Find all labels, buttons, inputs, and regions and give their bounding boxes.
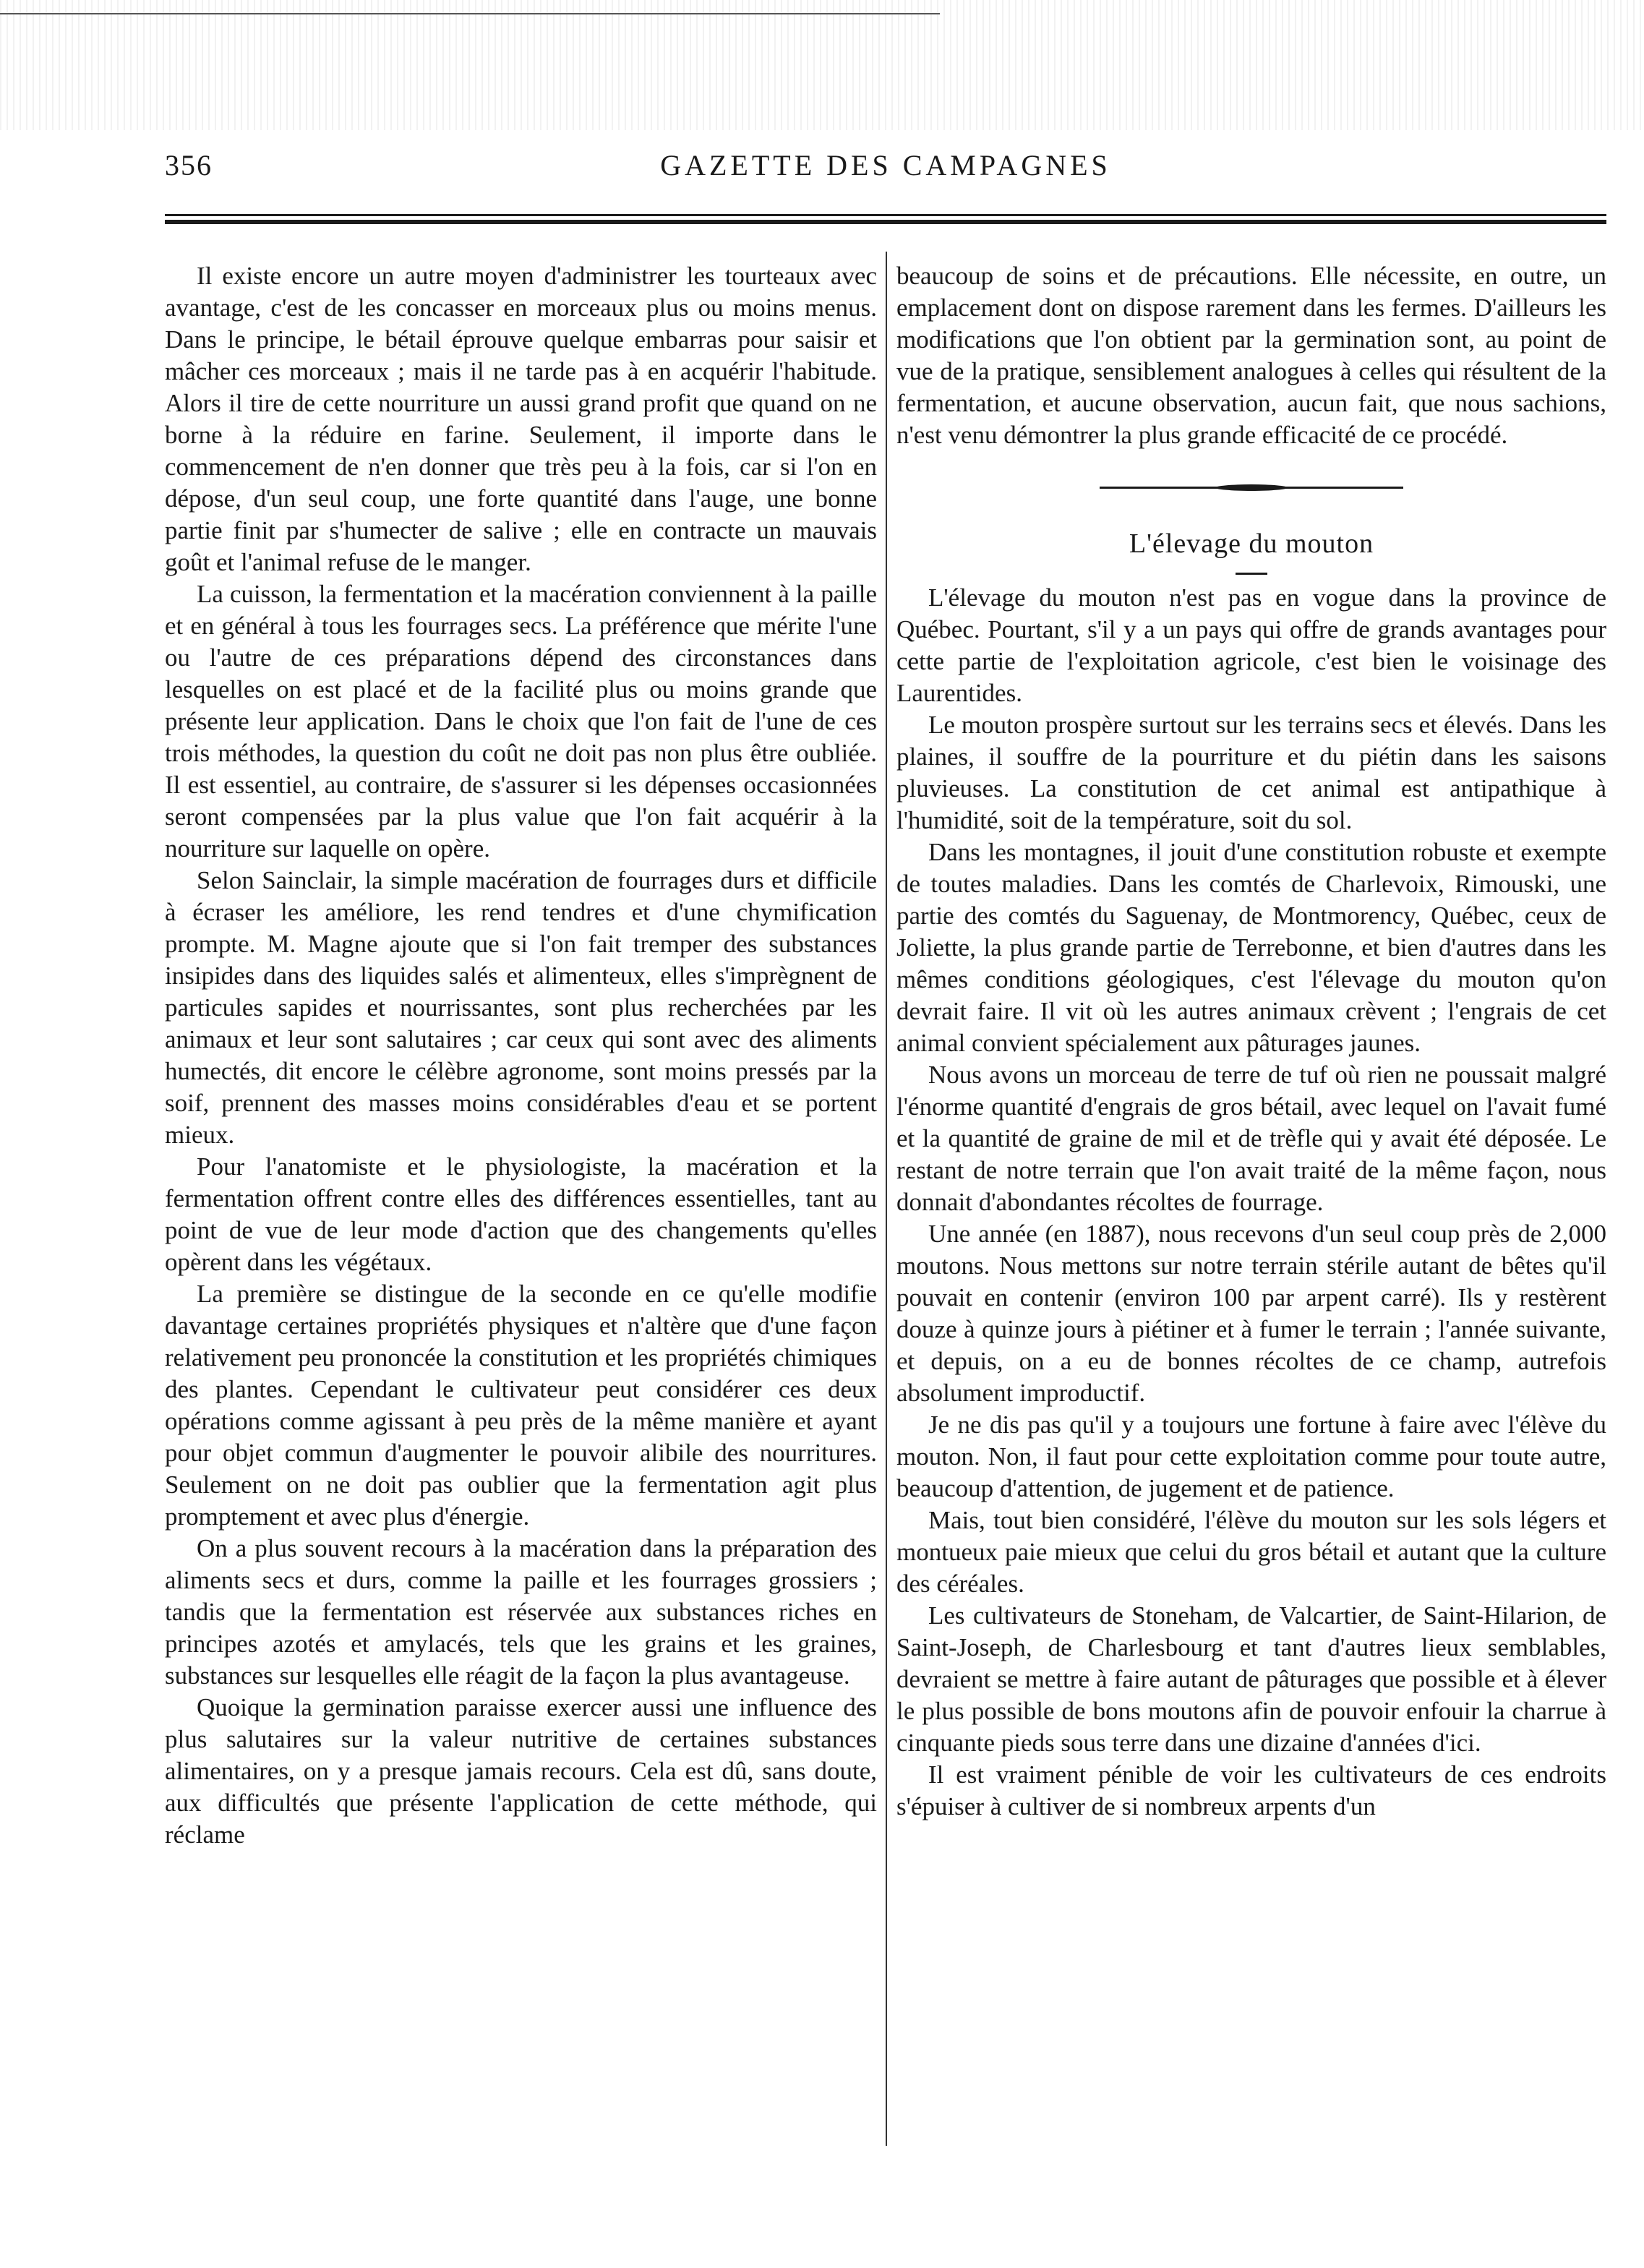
scan-noise: [0, 0, 1644, 130]
section-separator: [1100, 484, 1403, 490]
paragraph: Il est vraiment pénible de voir les cultivateurs de ces endroits s'épuiser à cultiver de si nombreux arpents d'un: [896, 1760, 1606, 1820]
paragraph: La cuisson, la fermentation et la macération conviennent à la paille et en général à tous les fourrages secs. La préférence que mérite l'une ou l'autre de ces préparations dépend des circonstances dans lesquelles on est placé et de la facilité plus ou moins grande que présente leur application. Dans le choix que l'on fait de l'une de ces trois méthodes, la question du coût ne doit pas non plus être oubliée. Il est essentiel, au contraire, de s'assurer si les dépenses occasionnées seront compensées par la plus value que l'on fait acquérir à la nourriture sur laquelle on opère.: [165, 580, 877, 863]
paragraph: On a plus souvent recours à la macération dans la préparation des aliments secs et durs, comme la paille et les fourrages grossiers ; tandis que la fermentation est réservée aux substances riches en principes azotés et amylacés, tels que les grains et les graines, substances sur lesquelles elle réagit de la façon la plus avantageuse.: [165, 1534, 877, 1690]
page-header: [165, 148, 1606, 192]
paragraph: Nous avons un morceau de terre de tuf où rien ne poussait malgré l'énorme quantité d'engrais de gros bétail, avec lequel on l'avait fumé et la quantité de graine de mil et de trèfle qui y avait été déposée. Le restant de notre terrain que l'on avait traité de la même façon, nous donnait d'abondantes récoltes de fourrage.: [896, 1061, 1606, 1216]
header-rule: [165, 214, 1606, 224]
right-column: [896, 260, 1606, 1823]
paragraph: Dans les montagnes, il jouit d'une constitution robuste et exempte de toutes maladies. Dans les comtés de Charlevoix, Rimouski, une partie des comtés du Saguenay, de Montmorency, Québec, ceux de Joliette, la plus grande partie de Terrebonne, et bien d'autres dans les mêmes conditions géologiques, c'est l'élevage du mouton qu'on devrait faire. Il vit où les autres animaux crèvent ; l'engrais de cet animal convient spécialement aux pâturages jaunes.: [896, 838, 1606, 1057]
paragraph-continuation: beaucoup de soins et de précautions. Elle nécessite, en outre, un emplacement dont on dispose rarement dans les fermes. D'ailleurs les modifications que l'on obtient par la germination sont, au point de vue de la pratique, sensiblement analogues à celles qui résultent de la fermentation, et aucune observation, aucun fait, que nous sachions, n'est venu démontrer la plus grande efficacité de ce procédé.: [896, 262, 1606, 449]
top-rule: [0, 13, 940, 14]
left-column: [165, 260, 877, 1851]
paragraph: Le mouton prospère surtout sur les terrains secs et élevés. Dans les plaines, il souffre de la pourriture et du piétin dans les saisons pluvieuses. La constitution de cet animal est antipathique à l'humidité, soit de la température, soit du sol.: [896, 711, 1606, 834]
running-title: GAZETTE DES CAMPAGNES: [660, 149, 1111, 181]
paragraph: La première se distingue de la seconde en ce qu'elle modifie davantage certaines propriétés physiques et n'altère que d'une façon relativement peu prononcée la constitution et les propriétés chimiques des plantes. Cependant le cultivateur peut considérer ces deux opérations comme agissant à peu près de la même manière et ayant pour objet commun d'augmenter le pouvoir alibile des nourritures. Seulement on ne doit pas oublier que la fermentation agit plus promptement et avec plus d'énergie.: [165, 1280, 877, 1531]
paragraph: L'élevage du mouton n'est pas en vogue dans la province de Québec. Pourtant, s'il y a un pays qui offre de grands avantages pour cette partie de l'exploitation agricole, c'est bien le voisinage des Laurentides.: [896, 583, 1606, 707]
title-dash: [1236, 573, 1267, 575]
paragraph: Pour l'anatomiste et le physiologiste, la macération et la fermentation offrent contre elles des différences essentielles, tant au point de vue de leur mode d'action que des changements qu'elles opèrent dans les végétaux.: [165, 1152, 877, 1276]
paragraph: Selon Sainclair, la simple macération de fourrages durs et difficile à écraser les améliore, les rend tendres et d'une chymification prompte. M. Magne ajoute que si l'on fait tremper des substances insipides dans des liquides salés et alimenteux, elles s'imprègnent de particules sapides et nourrissantes, sont plus recherchées par les animaux et leur sont salutaires ; car ceux qui sont avec des aliments humectés, dit encore le célèbre agronome, sont moins pressés par la soif, prennent des masses moins considérables d'eau et se portent mieux.: [165, 866, 877, 1149]
paragraph: Quoique la germination paraisse exercer aussi une influence des plus salutaires sur la valeur nutritive de certaines substances alimentaires, on y a presque jamais recours. Cela est dû, sans doute, aux difficultés que présente l'application de cette méthode, qui réclame: [165, 1693, 877, 1849]
paragraph: Mais, tout bien considéré, l'élève du mouton sur les sols légers et montueux paie mieux que celui du gros bétail et autant que la culture des céréales.: [896, 1506, 1606, 1598]
paragraph: Je ne dis pas qu'il y a toujours une fortune à faire avec l'élève du mouton. Non, il faut pour cette exploitation comme pour toute autre, beaucoup d'attention, de jugement et de patience.: [896, 1411, 1606, 1502]
paragraph: Une année (en 1887), nous recevons d'un seul coup près de 2,000 moutons. Nous mettons sur notre terrain stérile autant de bêtes qu'il pouvait en contenir (environ 100 par arpent carré). Ils y restèrent douze à quinze jours à piétiner et à fumer le terrain ; l'année suivante, et depuis, on a eu de bonnes récoltes de ce champ, autrefois absolument improductif.: [896, 1220, 1606, 1407]
paragraph: Les cultivateurs de Stoneham, de Valcartier, de Saint-Hilarion, de Saint-Joseph, de Charlesbourg et tant d'autres lieux semblables, devraient se mettre à faire autant de pâturages que possible et à élever le plus possible de bons moutons afin de pouvoir enfouir la charrue à cinquante pieds sous terre dans une dizaine d'années d'ici.: [896, 1601, 1606, 1757]
paragraph: Il existe encore un autre moyen d'administrer les tourteaux avec avantage, c'est de les concasser en morceaux plus ou moins menus. Dans le principe, le bétail éprouve quelque embarras pour saisir et mâcher ces morceaux ; mais il ne tarde pas à en acquérir l'habitude. Alors il tire de cette nourriture un aussi grand profit que quand on ne borne à la réduire en farine. Seulement, il importe dans le commencement de n'en donner que très peu à la fois, car si l'on en dépose, d'un seul coup, une forte quantité dans l'auge, une bonne partie finit par s'humecter de salive ; elle en contracte un mauvais goût et l'animal refuse de le manger.: [165, 262, 877, 576]
column-divider: [886, 252, 887, 2146]
section-title: L'élevage du mouton: [1129, 529, 1374, 559]
page-number: 356: [165, 149, 213, 181]
